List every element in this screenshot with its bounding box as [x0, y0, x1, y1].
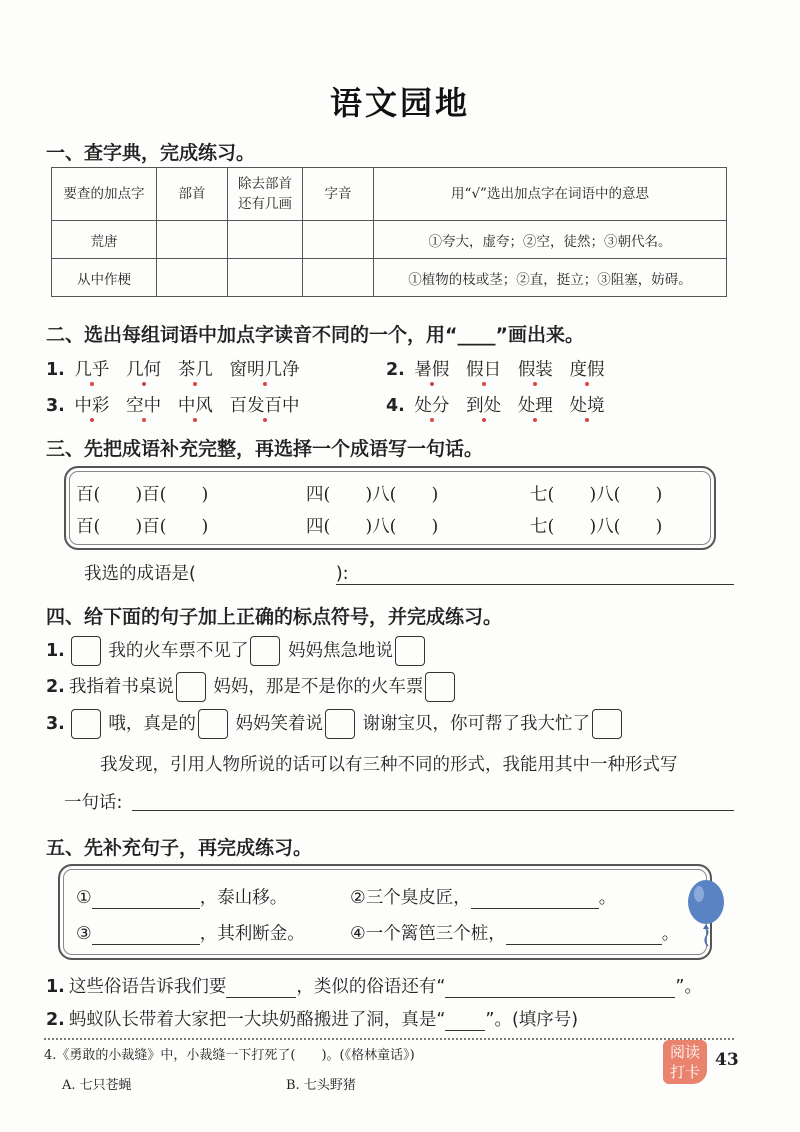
- punct-box[interactable]: [176, 672, 206, 702]
- discovery-text: 我发现，引用人物所说的话可以有三种不同的形式，我能用其中一种形式写: [100, 755, 678, 775]
- header-radical: 部首: [157, 168, 228, 221]
- section-4-heading: 四、给下面的句子加上正确的标点符号，并完成练习。: [46, 606, 503, 628]
- question-1: 1. 这些俗语告诉我们要 ，类似的俗语还有“ ”。: [46, 977, 702, 997]
- word[interactable]: 处境: [569, 396, 605, 416]
- section-1-heading: 一、查字典，完成练习。: [46, 142, 256, 164]
- discovery-text-2: 一句话:: [64, 793, 123, 813]
- punct-line-3: 3. 哦，真是的 妈妈笑着说 谢谢宝贝，你可帮了我大忙了: [46, 709, 624, 739]
- word[interactable]: 假装: [517, 360, 553, 380]
- dictionary-table: [51, 167, 727, 297]
- word-group-4: 4. 处分 到处 处理 处境: [386, 396, 605, 416]
- option-b[interactable]: B. 七头野猪: [286, 1078, 356, 1093]
- table-row: [52, 221, 727, 259]
- radical-cell[interactable]: [157, 221, 228, 259]
- idiom-blank[interactable]: 七( )八( ): [530, 485, 663, 505]
- section-5-heading: 五、先补充句子，再完成练习。: [46, 837, 313, 859]
- word[interactable]: 度假: [569, 360, 605, 380]
- sentence-answer-line[interactable]: [336, 584, 734, 585]
- proverb-blank[interactable]: [92, 890, 200, 909]
- word[interactable]: 空中: [126, 396, 162, 416]
- word[interactable]: 假日: [466, 360, 502, 380]
- punct-box[interactable]: [592, 709, 622, 739]
- proverb-box: [58, 864, 712, 960]
- proverb-blank[interactable]: [471, 890, 599, 909]
- punct-box[interactable]: [395, 636, 425, 666]
- word[interactable]: 处分: [414, 396, 450, 416]
- header-meaning: 用“√”选出加点字在词语中的意思: [374, 168, 727, 221]
- discovery-answer-line[interactable]: [132, 810, 734, 811]
- punct-line-1: 1. 我的火车票不见了 妈妈焦急地说: [46, 636, 427, 666]
- table-header-row: [52, 168, 727, 221]
- idiom-blank[interactable]: 七( )八( ): [530, 517, 663, 537]
- idiom-blank[interactable]: 百( )百( ): [76, 517, 209, 537]
- strokes-cell[interactable]: [228, 259, 303, 297]
- proverb-blank[interactable]: [92, 926, 200, 945]
- footer-divider: [44, 1038, 734, 1040]
- word[interactable]: 百发百中: [229, 396, 300, 416]
- word-group-1: 1. 几乎 几何 茶几 窗明几净: [46, 360, 300, 380]
- punct-box[interactable]: [71, 636, 101, 666]
- word[interactable]: 中风: [177, 396, 213, 416]
- idiom-blank[interactable]: 四( )八( ): [306, 517, 439, 537]
- proverb-2: ②三个臭皮匠， 。: [350, 888, 617, 908]
- row-word: 荒唐: [52, 221, 157, 259]
- word-group-3: 3. 中彩 空中 中风 百发百中: [46, 396, 300, 416]
- question-2: 2. 蚂蚁队长带着大家把一大块奶酪搬进了洞，真是“ ”。(填序号): [46, 1010, 579, 1030]
- idiom-blank[interactable]: 百( )百( ): [76, 485, 209, 505]
- word[interactable]: 几何: [126, 360, 162, 380]
- pinyin-cell[interactable]: [303, 221, 374, 259]
- radical-cell[interactable]: [157, 259, 228, 297]
- strokes-cell[interactable]: [228, 221, 303, 259]
- proverb-1: ① ，泰山移。: [76, 888, 288, 908]
- word[interactable]: 中彩: [74, 396, 110, 416]
- word[interactable]: 到处: [466, 396, 502, 416]
- section-2-heading: 二、选出每组词语中加点字读音不同的一个，用“____”画出来。: [46, 324, 584, 346]
- answer-blank[interactable]: [445, 979, 675, 998]
- pinyin-cell[interactable]: [303, 259, 374, 297]
- row-meaning: ①夸大，虚夸；②空，徒然；③朝代名。: [374, 221, 727, 259]
- word[interactable]: 处理: [517, 396, 553, 416]
- proverb-3: ③ ，其利断金。: [76, 924, 305, 944]
- page-number: 43: [715, 1050, 739, 1070]
- header-word: 要查的加点字: [52, 168, 157, 221]
- proverb-blank[interactable]: [506, 926, 662, 945]
- punct-box[interactable]: [198, 709, 228, 739]
- word[interactable]: 几乎: [74, 360, 110, 380]
- page-title: 语文园地: [329, 84, 470, 122]
- answer-blank[interactable]: [226, 979, 296, 998]
- punct-box[interactable]: [250, 636, 280, 666]
- word[interactable]: 暑假: [414, 360, 450, 380]
- table-row: [52, 259, 727, 297]
- balloon-icon: [684, 878, 734, 948]
- reading-question: 4.《勇敢的小裁缝》中，小裁缝一下打死了( )。(《格林童话》): [44, 1048, 415, 1063]
- row-meaning: ①植物的枝或茎；②直，挺立；③阻塞，妨碍。: [374, 259, 727, 297]
- idiom-blank[interactable]: 四( )八( ): [306, 485, 439, 505]
- header-pinyin: 字音: [303, 168, 374, 221]
- punct-box[interactable]: [425, 672, 455, 702]
- punct-box[interactable]: [325, 709, 355, 739]
- proverb-4: ④一个篱笆三个桩， 。: [350, 924, 680, 944]
- punct-box[interactable]: [71, 709, 101, 739]
- word-group-2: 2. 暑假 假日 假装 度假: [386, 360, 605, 380]
- section-3-heading: 三、先把成语补充完整，再选择一个成语写一句话。: [46, 438, 484, 460]
- reading-checkin-badge: 阅读 打卡: [663, 1040, 707, 1084]
- header-strokes: 除去部首还有几画: [228, 168, 303, 221]
- word[interactable]: 窗明几净: [229, 360, 300, 380]
- row-word: 从中作梗: [52, 259, 157, 297]
- punct-line-2: 2. 我指着书桌说 妈妈，那是不是你的火车票: [46, 672, 457, 702]
- answer-blank[interactable]: [445, 1012, 485, 1031]
- option-a[interactable]: A. 七只苍蝇: [62, 1078, 132, 1093]
- word[interactable]: 茶几: [177, 360, 213, 380]
- chosen-idiom-label: 我选的成语是( ):: [84, 564, 349, 584]
